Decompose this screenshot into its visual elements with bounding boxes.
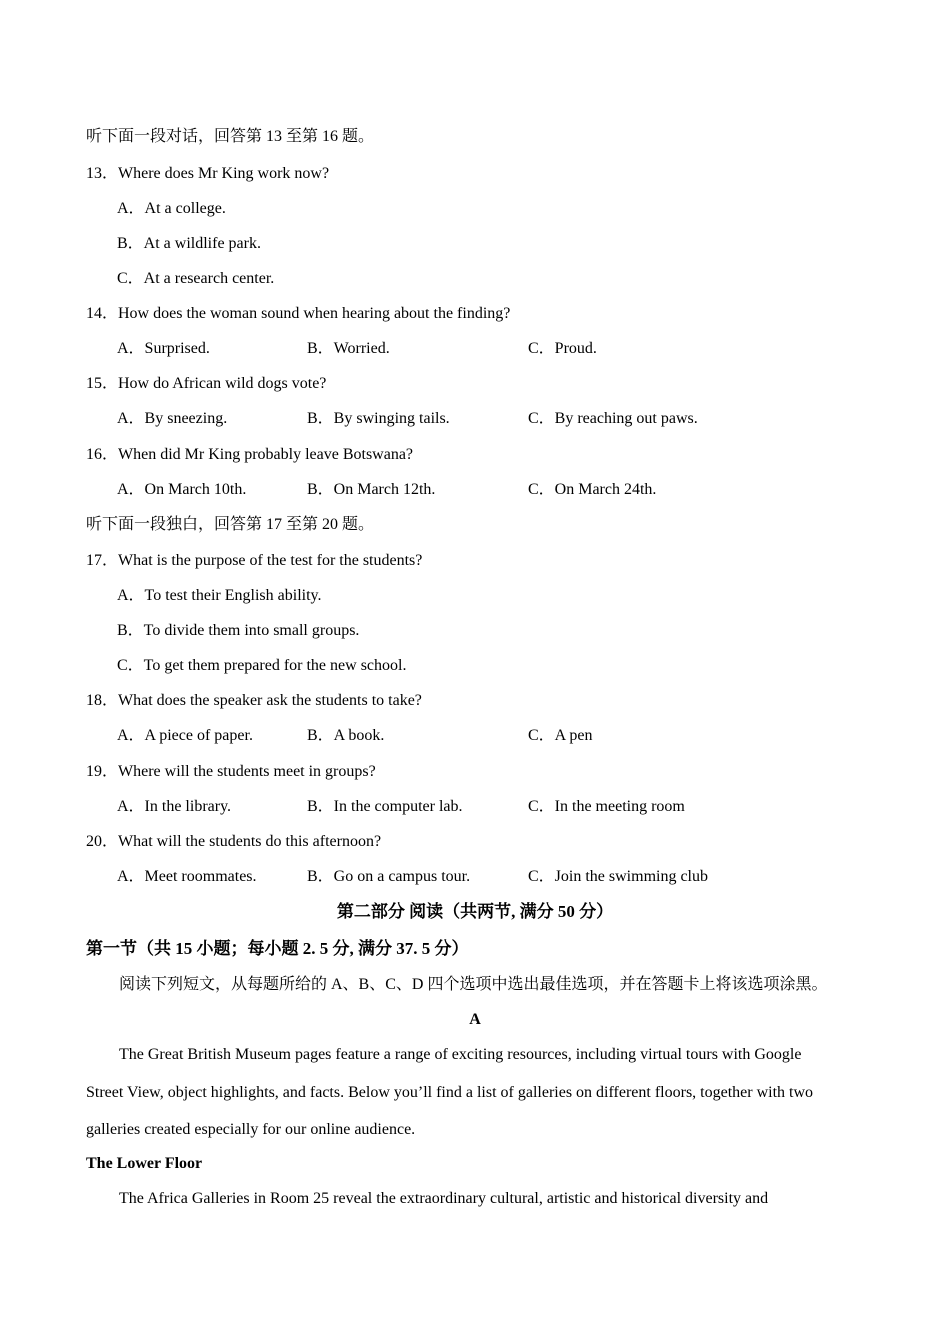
question-13: 13．Where does Mr King work now?	[86, 165, 330, 182]
passage-paragraph-1-line-1: The Great British Museum pages feature a range of exciting resources, including virtual tours with Google	[119, 1046, 802, 1063]
question-20-option-b: B．Go on a campus tour.	[307, 868, 471, 885]
question-13-option-b: B．At a wildlife park.	[117, 235, 261, 252]
question-20: 20．What will the students do this afternoon?	[86, 833, 382, 850]
question-14-option-b: B．Worried.	[307, 340, 390, 357]
question-16-option-c: C．On March 24th.	[528, 481, 657, 498]
question-20-option-c: C．Join the swimming club	[528, 868, 709, 885]
reading-instruction: 阅读下列短文，从每题所给的 A、B、C、D 四个选项中选出最佳选项，并在答题卡上将该选项涂黑。	[119, 976, 828, 993]
section-one-title: 第一节（共 15 小题；每小题 2. 5 分, 满分 37. 5 分）	[86, 939, 469, 958]
question-14-option-a: A．Surprised.	[117, 340, 210, 357]
passage-paragraph-2-line-1: The Africa Galleries in Room 25 reveal the extraordinary cultural, artistic and historical diversity and	[119, 1190, 769, 1207]
question-17-option-b: B．To divide them into small groups.	[117, 622, 360, 639]
question-18-option-a: A．A piece of paper.	[117, 727, 253, 744]
question-19-option-c: C．In the meeting room	[528, 798, 685, 815]
question-18-option-c: C．A pen	[528, 727, 593, 744]
question-16-option-a: A．On March 10th.	[117, 481, 247, 498]
question-16: 16．When did Mr King probably leave Botswana?	[86, 446, 414, 463]
question-14-option-c: C．Proud.	[528, 340, 597, 357]
question-13-option-c: C．At a research center.	[117, 270, 275, 287]
question-20-option-a: A．Meet roommates.	[117, 868, 257, 885]
passage-paragraph-1-line-3: galleries created especially for our online audience.	[86, 1121, 416, 1138]
question-13-option-a: A．At a college.	[117, 200, 226, 217]
question-19-option-b: B．In the computer lab.	[307, 798, 463, 815]
question-19: 19．Where will the students meet in groups?	[86, 763, 376, 780]
question-15-option-b: B．By swinging tails.	[307, 410, 450, 427]
question-17-option-a: A．To test their English ability.	[117, 587, 322, 604]
question-14: 14．How does the woman sound when hearing about the finding?	[86, 305, 511, 322]
subheading-lower-floor: The Lower Floor	[86, 1155, 203, 1172]
monologue-intro: 听下面一段独白，回答第 17 至第 20 题。	[86, 516, 375, 533]
question-16-option-b: B．On March 12th.	[307, 481, 436, 498]
question-17-option-c: C．To get them prepared for the new school.	[117, 657, 407, 674]
question-15: 15．How do African wild dogs vote?	[86, 375, 327, 392]
passage-letter: A	[469, 1011, 481, 1028]
question-19-option-a: A．In the library.	[117, 798, 232, 815]
question-15-option-a: A．By sneezing.	[117, 410, 228, 427]
question-15-option-c: C．By reaching out paws.	[528, 410, 698, 427]
part-two-title: 第二部分 阅读（共两节, 满分 50 分）	[336, 902, 614, 921]
dialogue-intro: 听下面一段对话，回答第 13 至第 16 题。	[86, 128, 375, 145]
question-18-option-b: B．A book.	[307, 727, 385, 744]
question-18: 18．What does the speaker ask the students to take?	[86, 692, 422, 709]
passage-paragraph-1-line-2: Street View, object highlights, and facts. Below you’ll find a list of galleries on different floors, together with two	[86, 1084, 814, 1101]
question-17: 17．What is the purpose of the test for the students?	[86, 552, 423, 569]
